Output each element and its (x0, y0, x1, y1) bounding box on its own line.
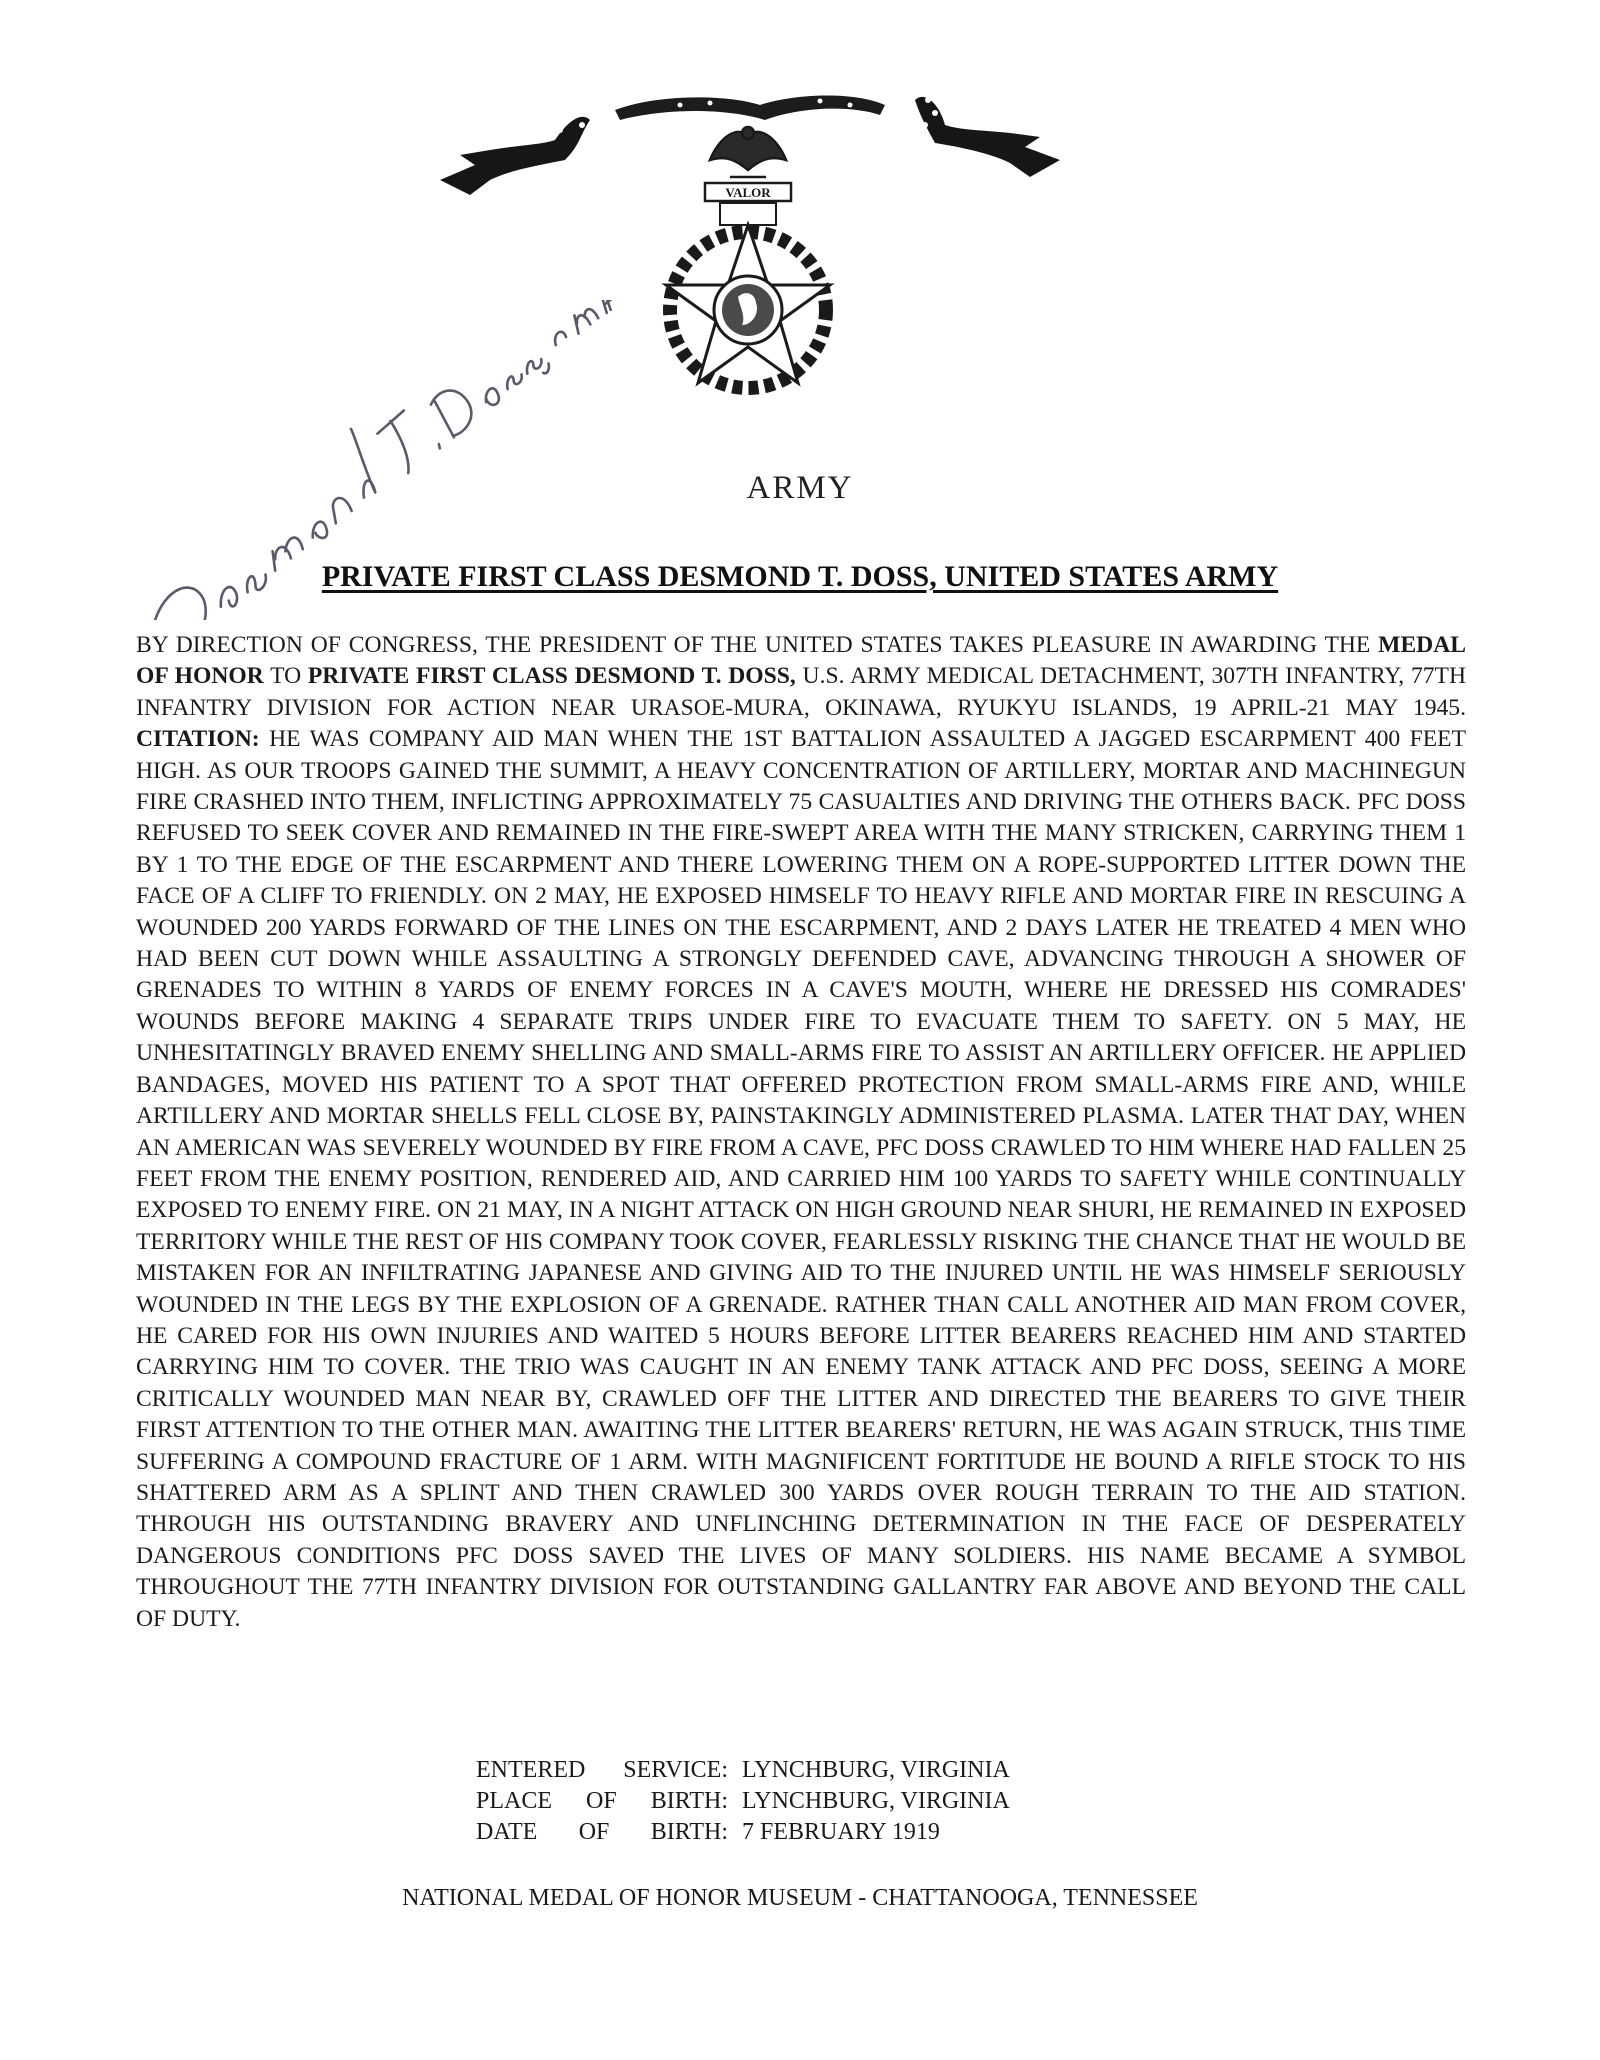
fact-label: PLACE OF BIRTH: (476, 1788, 728, 1814)
fact-row-date-of-birth (476, 1817, 1010, 1848)
citation-label: CITATION: (136, 726, 260, 753)
neck-ribbon-icon (615, 96, 885, 120)
fact-value: LYNCHBURG, VIRGINIA (742, 1757, 1010, 1783)
right-ribbon-icon (915, 97, 1060, 177)
fact-value: LYNCHBURG, VIRGINIA (742, 1788, 1010, 1814)
fact-row-place-of-birth (476, 1786, 1010, 1817)
valor-bar (705, 183, 791, 225)
citation-text: BY DIRECTION OF CONGRESS, THE PRESIDENT OF THE UNITED STATES TAKES PLEASURE IN AWARDING THE MEDAL OF HONOR TO PRIVATE FIRST CLASS DESMOND T. DOSS, U.S. ARMY MEDICAL DETACHMENT, 307TH INFANTRY, 77TH INFANTRY DIVISION FOR ACTION NEAR URASOE-MURA, OKINAWA, RYUKYU ISLANDS, 19 APRIL-21 MAY 1945. CITATION: HE WAS COMPANY AID MAN WHEN THE 1ST BATTALION ASSAULTED A JAGGED ESCARPMENT 400 FEET HIGH. AS OUR TROOPS GAINED THE SUMMIT, A HEAVY CONCENTRATION OF ARTILLERY, MORTAR AND MACHINEGUN FIRE CRASHED INTO THEM, INFLICTING APPROXIMATELY 75 CASUALTIES AND DRIVING THE OTHERS BACK. PFC DOSS REFUSED TO SEEK COVER AND REMAINED IN THE FIRE-SWEPT AREA WITH THE MANY STRICKEN, CARRYING THEM 1 BY 1 TO THE EDGE OF THE ESCARPMENT AND THERE LOWERING THEM ON A ROPE-SUPPORTED LITTER DOWN THE FACE OF A CLIFF TO FRIENDLY. ON 2 MAY, HE EXPOSED HIMSELF TO HEAVY RIFLE AND MORTAR FIRE IN RESCUING A WOUNDED 200 YARDS FORWARD OF THE LINES ON THE ESCARPMENT, AND 2 DAYS LATER HE TREATED 4 MEN WHO HAD BEEN CUT DOWN WHILE ASSAULTING A STRONGLY DEFENDED CAVE, ADVANCING THROUGH A SHOWER OF GRENADES TO WITHIN 8 YARDS OF ENEMY FORCES IN A CAVE'S MOUTH, WHERE HE DRESSED HIS COMRADES' WOUNDS BEFORE MAKING 4 SEPARATE TRIPS UNDER FIRE TO EVACUATE THEM TO SAFETY. ON 5 MAY, HE UNHESITATINGLY BRAVED ENEMY SHELLING AND SMALL-ARMS FIRE TO ASSIST AN ARTILLERY OFFICER. HE APPLIED BANDAGES, MOVED HIS PATIENT TO A SPOT THAT OFFERED PROTECTION FROM SMALL-ARMS FIRE AND, WHILE ARTILLERY AND MORTAR SHELLS FELL CLOSE BY, PAINSTAKINGLY ADMINISTERED PLASMA. LATER THAT DAY, WHEN AN AMERICAN WAS SEVERELY WOUNDED BY FIRE FROM A CAVE, PFC DOSS CRAWLED TO HIM WHERE HAD FALLEN 25 FEET FROM THE ENEMY POSITION, RENDERED AID, AND CARRIED HIM 100 YARDS TO SAFETY WHILE CONTINUALLY EXPOSED TO ENEMY FIRE. ON 21 MAY, IN A NIGHT ATTACK ON HIGH GROUND NEAR SHURI, HE REMAINED IN EXPOSED TERRITORY WHILE THE REST OF HIS COMPANY TOOK COVER, FEARLESSLY RISKING THE CHANCE THAT HE WOULD BE MISTAKEN FOR AN INFILTRATING JAPANESE AND GIVING AID TO THE INJURED UNTIL HE WAS HIMSELF SERIOUSLY WOUNDED IN THE LEGS BY THE EXPLOSION OF A GRENADE. RATHER THAN CALL ANOTHER AID MAN FROM COVER, HE CARED FOR HIS OWN INJURIES AND WAITED 5 HOURS BEFORE LITTER BEARERS REACHED HIM AND STARTED CARRYING HIM TO COVER. THE TRIO WAS CAUGHT IN AN ENEMY TANK ATTACK AND PFC DOSS, SEEING A MORE CRITICALLY WOUNDED MAN NEAR BY, CRAWLED OFF THE LITTER AND DIRECTED THE BEARERS TO GIVE THEIR FIRST ATTENTION TO THE OTHER MAN. AWAITING THE LITTER BEARERS' RETURN, HE WAS AGAIN STRUCK, THIS TIME SUFFERING A COMPOUND FRACTURE OF 1 ARM. WITH MAGNIFICENT FORTITUDE HE BOUND A RIFLE STOCK TO HIS SHATTERED ARM AS A SPLINT AND THEN CRAWLED 300 YARDS OVER ROUGH TERRAIN TO THE AID STATION. THROUGH HIS OUTSTANDING BRAVERY AND UNFLINCHING DETERMINATION IN THE FACE OF DESPERATELY DANGEROUS CONDITIONS PFC DOSS SAVED THE LIVES OF MANY SOLDIERS. HIS NAME BECAME A SYMBOL THROUGHOUT THE 77TH INFANTRY DIVISION FOR OUTSTANDING GALLANTRY FAR ABOVE AND BEYOND THE CALL OF DUTY. (136, 632, 1466, 1632)
fact-label: ENTERED SERVICE: (476, 1757, 728, 1783)
recipient-name: PRIVATE FIRST CLASS DESMOND T. DOSS, (307, 663, 796, 690)
left-ribbon-icon (440, 112, 590, 195)
eagle-icon (710, 127, 786, 177)
fact-row-entered-service (476, 1755, 1010, 1786)
footer-museum: NATIONAL MEDAL OF HONOR MUSEUM - CHATTANOOGA, TENNESSEE (402, 1885, 1198, 1911)
medal-name: MEDAL OF HONOR (136, 632, 1466, 690)
page-title: PRIVATE FIRST CLASS DESMOND T. DOSS, UNITED STATES ARMY (321, 560, 1279, 593)
service-facts (476, 1755, 1010, 1848)
medal-star-icon (666, 225, 830, 388)
branch-heading: ARMY (746, 470, 854, 506)
fact-label: DATE OF BIRTH: (476, 1819, 728, 1845)
svg-text:VALOR: VALOR (725, 185, 771, 200)
fact-value: 7 FEBRUARY 1919 (742, 1819, 940, 1845)
